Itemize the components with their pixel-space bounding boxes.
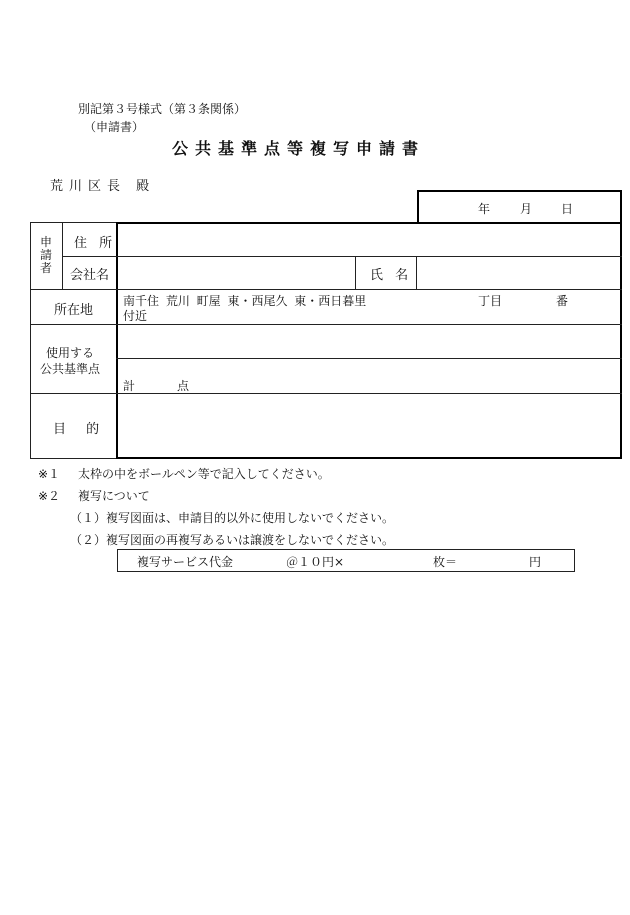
applicant-label: 申請者: [39, 235, 52, 275]
col-divider-applicant: [62, 222, 63, 290]
address-field[interactable]: [124, 232, 614, 252]
note-2-sub-1: （１）複写図面は、申請目的以外に使用しないでください。: [70, 511, 395, 525]
fee-rate: ＠１０円×: [286, 555, 345, 569]
purpose-field[interactable]: [124, 400, 614, 452]
row-divider-total: [30, 393, 622, 394]
addressee: 荒川区長 殿: [50, 179, 156, 194]
date-month-label: 月: [520, 202, 533, 216]
location-label: 所在地: [54, 303, 94, 318]
name-field[interactable]: [424, 264, 614, 284]
name-label: 氏 名: [370, 268, 413, 283]
form-type: （申請書）: [84, 120, 145, 134]
location-vicinity: 付近: [123, 309, 148, 323]
note-2-text: 複写について: [78, 489, 150, 503]
row-divider-location: [30, 324, 622, 325]
fee-label: 複写サービス代金: [137, 555, 234, 569]
row-divider-points: [116, 358, 622, 359]
location-areas[interactable]: 南千住 荒川 町屋 東・西尾久 東・西日暮里: [123, 294, 367, 308]
points-field[interactable]: [124, 331, 614, 353]
date-day-label: 日: [561, 202, 574, 216]
note-1-mark: ※１: [38, 467, 61, 481]
col-divider-name-right: [416, 256, 417, 290]
fee-yen: 円: [529, 555, 542, 569]
points-total-label: 計: [123, 379, 136, 393]
form-reference: 別記第３号様式（第３条関係）: [78, 102, 247, 116]
location-chome: 丁目: [478, 294, 503, 308]
location-ban: 番: [556, 294, 569, 308]
points-label-line2: 公共基準点: [40, 362, 101, 376]
points-unit: 点: [177, 379, 190, 393]
address-label: 住 所: [74, 236, 117, 251]
row-divider-company: [30, 289, 622, 290]
company-label: 会社名: [70, 268, 110, 283]
date-year-label: 年: [478, 202, 491, 216]
col-divider-name-left: [355, 256, 356, 290]
note-2-sub-2: （２）複写図面の再複写あるいは譲渡をしないでください。: [70, 533, 395, 547]
points-label-line1: 使用する: [46, 346, 95, 360]
company-field[interactable]: [124, 264, 349, 284]
note-1-text: 太枠の中をボールペン等で記入してください。: [78, 467, 330, 481]
note-2-mark: ※２: [38, 489, 61, 503]
page-title: 公共基準点等複写申請書: [172, 139, 426, 158]
row-divider-address: [62, 256, 622, 257]
fee-sheets: 枚＝: [433, 555, 458, 569]
purpose-label: 目 的: [53, 422, 108, 437]
